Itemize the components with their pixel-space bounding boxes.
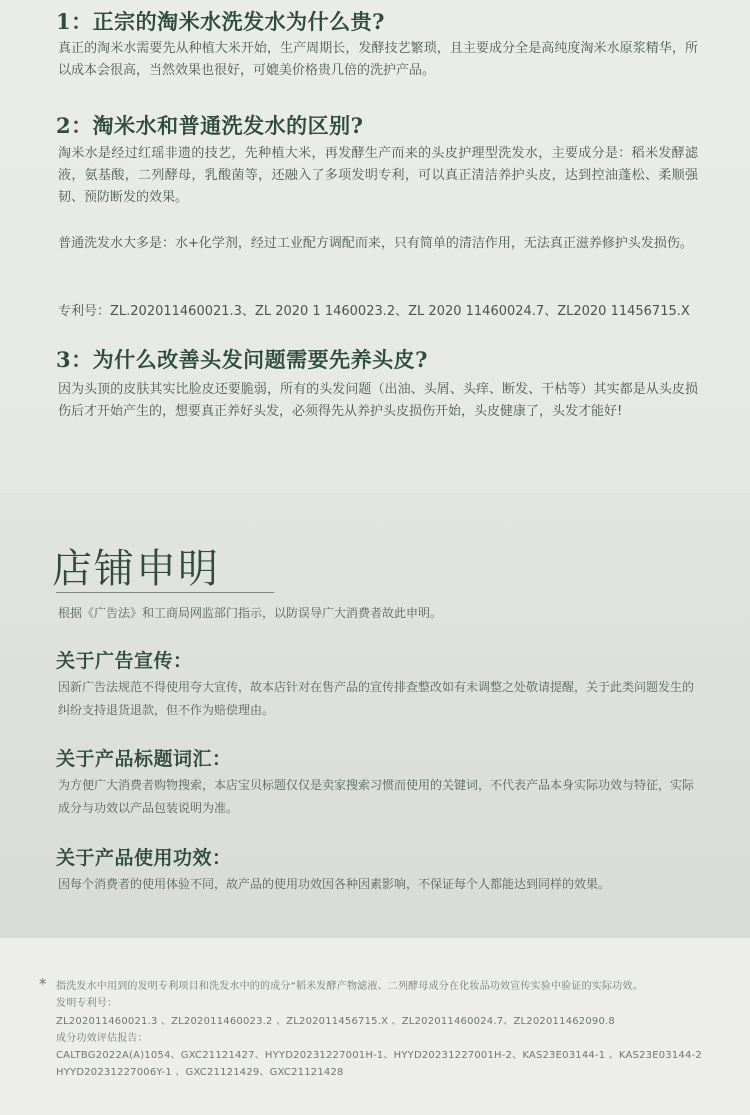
statement-title-words-heading: 关于产品标题词汇：	[56, 748, 232, 770]
footnote-star: *	[39, 975, 47, 993]
statement-efficacy-heading: 关于产品使用功效：	[56, 847, 232, 869]
statement-subtitle: 根据《广告法》和工商局网监部门指示，以防误导广大消费者故此申明。	[58, 606, 443, 620]
question-1-title: 1：正宗的淘米水洗发水为什么贵?	[56, 9, 385, 34]
statement-ad-heading: 关于广告宣传：	[56, 650, 193, 672]
footnote-line: CALTBG2022A(A)1054、GXC21121427、HYYD20231227001H-1、HYYD20231227001H-2、KAS23E03144-1 、KAS23E03144-2	[56, 1050, 702, 1061]
question-1-answer: 真正的淘米水需要先从种植大米开始，生产周期长，发酵技艺繁琐，且主要成分全是高纯度淘米水原浆精华，所以成本会很高，当然效果也很好，可媲美价格贵几倍的洗护产品。	[58, 41, 698, 78]
question-2-answer-extra: 普通洗发水大多是：水+化学剂，经过工业配方调配而来，只有简单的清洁作用，无法真正滋养修护头发损伤。	[58, 236, 693, 251]
question-2-answer: 淘米水是经过红瑶非遗的技艺，先种植大米，再发酵生产而来的头皮护理型洗发水，主要成分是：稻米发酵滤液，氨基酸，二列酵母，乳酸菌等，还融入了多项发明专利，可以真正清洁养护头皮，达到控油蓬松、柔顺强韧、预防断发的效果。	[58, 146, 698, 205]
question-3-title: 3：为什么改善头发问题需要先养头皮?	[56, 347, 428, 372]
footnote-line: 成分功效评估报告：	[56, 1033, 148, 1044]
question-3-answer: 因为头顶的皮肤其实比脸皮还要脆弱，所有的头发问题（出油、头屑、头痒、断发、干枯等）其实都是从头皮损伤后才开始产生的，想要真正养好头发，必须得先从养护头皮损伤开始，头皮健康了，头发才能好!	[58, 382, 698, 419]
statement-ad-text: 因新广告法规范不得使用夸大宣传，故本店针对在售产品的宣传排查整改如有未调整之处敬请提醒，关于此类问题发生的纠纷支持退货退款，但不作为赔偿理由。	[58, 680, 695, 717]
footnote-line: ZL202011460021.3 、ZL202011460023.2 、ZL202011456715.X 、ZL202011460024.7、ZL202011462090.8	[56, 1016, 615, 1027]
title-divider	[56, 592, 274, 593]
footnote-line: 发明专利号：	[56, 998, 118, 1009]
footnote-line: HYYD20231227006Y-1 、GXC21121429、GXC21121428	[56, 1067, 344, 1078]
patent-numbers: 专利号：ZL.202011460021.3、ZL 2020 1 1460023.2、ZL 2020 11460024.7、ZL2020 11456715.X	[58, 304, 690, 319]
statement-efficacy-text: 因每个消费者的使用体验不同，故产品的使用功效因各种因素影响，不保证每个人都能达到同样的效果。	[58, 877, 611, 891]
footnote-line: 指洗发水中用到的发明专利项目和洗发水中的的成分“稻米发酵产物滤液、二列酵母成分在化妆品功效宣传实验中验证的实际功效。	[56, 981, 643, 992]
shop-statement-title: 店铺申明	[52, 546, 220, 592]
question-2-title: 2：淘米水和普通洗发水的区别?	[56, 113, 364, 138]
statement-title-words-text: 为方便广大消费者购物搜索，本店宝贝标题仅仅是卖家搜索习惯而使用的关键词，不代表产品本身实际功效与特征，实际成分与功效以产品包装说明为准。	[58, 778, 695, 815]
